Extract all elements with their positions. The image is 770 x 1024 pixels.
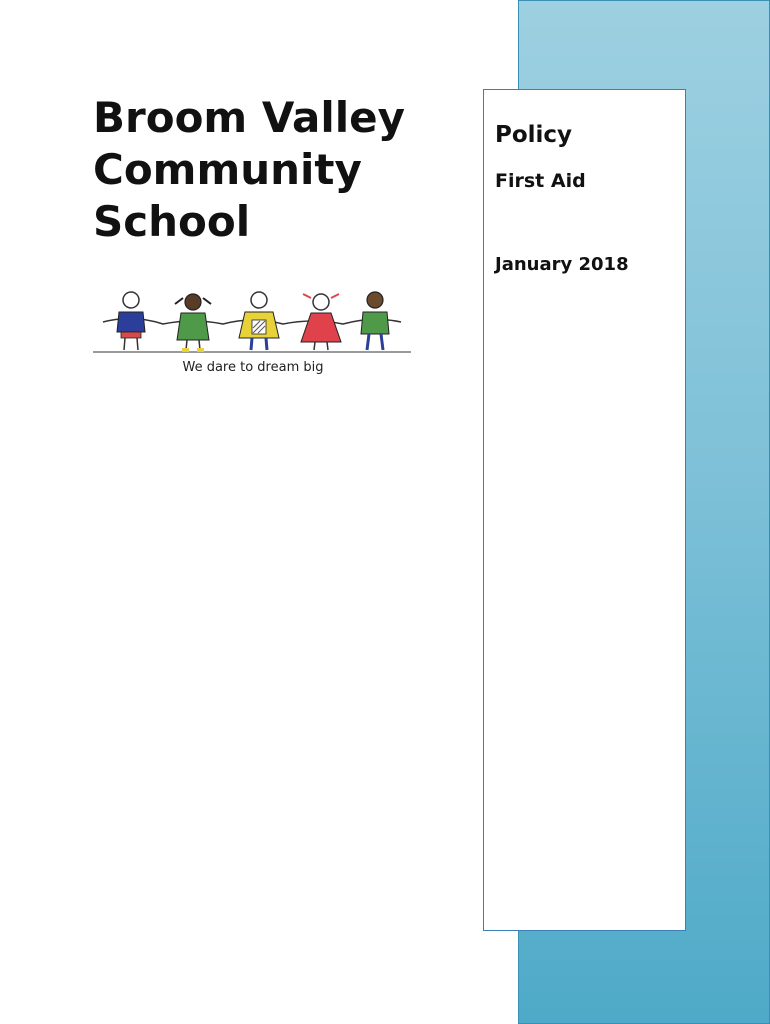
school-name-line: Broom Valley — [93, 93, 406, 142]
policy-topic: First Aid — [495, 170, 586, 192]
child-figure-green-jumper — [361, 292, 389, 350]
policy-label: Policy — [495, 122, 573, 148]
child-figure-blue — [117, 292, 145, 350]
child-figure-green — [175, 294, 211, 352]
school-name — [93, 92, 473, 248]
policy-date: January 2018 — [495, 254, 629, 275]
school-motto: We dare to dream big — [182, 360, 324, 375]
children-holding-hands-logo — [93, 288, 413, 356]
school-name-line: Community — [93, 145, 362, 194]
policy-info-card — [483, 89, 686, 931]
school-name-line: School — [93, 197, 251, 246]
child-figure-yellow — [239, 292, 279, 350]
